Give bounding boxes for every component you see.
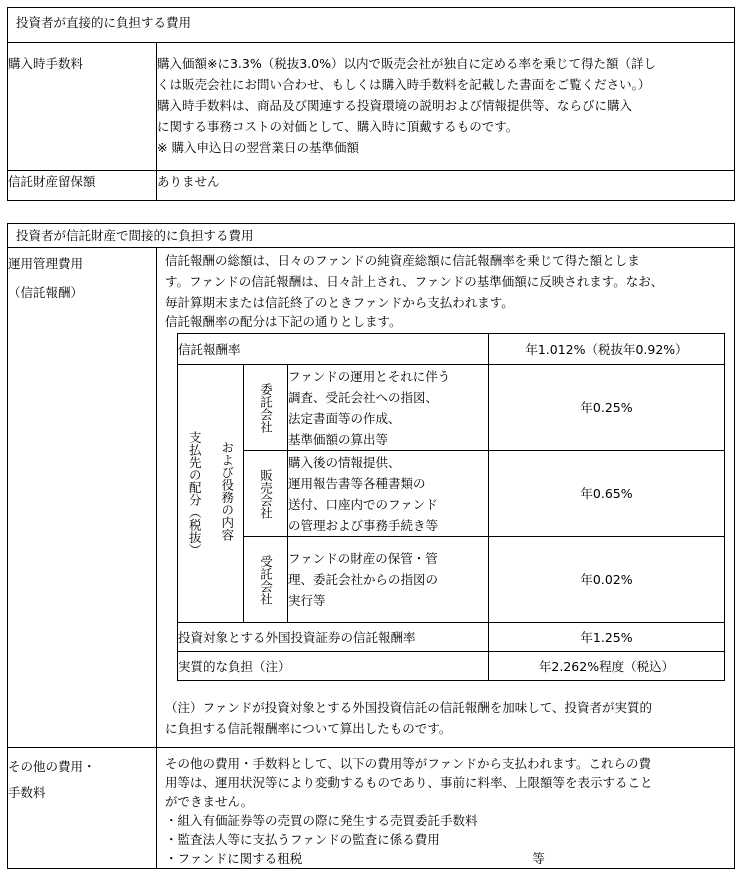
fee-allocation-table	[177, 333, 725, 681]
text-line: 法定書面等の作成、	[288, 410, 401, 426]
text-line	[165, 849, 726, 868]
service-description	[288, 451, 489, 537]
tax-item: ・ファンドに関する租税	[165, 851, 303, 866]
text-line: 調査、受託会社への指図、	[288, 389, 439, 405]
effective-burden-value: 年2.262%程度（税込）	[489, 652, 725, 681]
text-line: 実行等	[288, 593, 326, 608]
text-line: 購入後の情報提供、	[288, 454, 401, 470]
other-fees-label-line1: その他の費用・	[8, 759, 96, 774]
text-line: ※ 購入申込日の翌営業日の基準価額	[157, 140, 359, 155]
text-line: ・組入有価証券等の売買の際に発生する売買委託手数料	[165, 813, 478, 828]
allocation-rate: 年0.02%	[489, 537, 725, 623]
text-line: 理、委託会社からの指図の	[288, 572, 439, 587]
purchase-fee-description	[157, 43, 735, 171]
text-line: 信託報酬率の配分は下記の通りとします。	[165, 314, 402, 329]
trust-fee-rate-value: 年1.012%（税抜年0.92%）	[489, 334, 725, 365]
other-fees-label-line2: 手数料	[8, 785, 46, 800]
trust-fee-rate-label: 信託報酬率	[178, 334, 489, 365]
text-line: に負担する信託報酬率について算出したものです。	[165, 721, 452, 736]
indirect-cost-header: 投資者が信託財産で間接的に負担する費用	[8, 224, 735, 248]
text-line: （注）ファンドが投資対象とする外国投資信託の信託報酬を加味して、投資者が実質的	[165, 700, 653, 715]
direct-cost-table	[7, 7, 735, 201]
party-name: 委託会社	[258, 382, 274, 433]
text-line: ができません。	[165, 794, 254, 809]
effective-burden-label: 実質的な負担（注）	[178, 652, 489, 681]
foreign-fee-value: 年1.25%	[489, 623, 725, 652]
text-line: 運用報告書等各種書類の	[288, 475, 426, 491]
purchase-fee-label: 購入時手数料	[8, 43, 157, 171]
allocation-rate: 年0.65%	[489, 451, 725, 537]
indirect-cost-table	[7, 223, 735, 869]
management-fee-description	[157, 248, 735, 748]
text-line: ファンドの財産の保管・管	[288, 551, 438, 566]
text-line: 購入時手数料は、商品及び関連する投資環境の説明および情報提供等、ならびに購入	[157, 98, 633, 113]
management-fee-label	[8, 248, 157, 748]
text-line: 信託報酬の総額は、日々のファンドの純資産総額に信託報酬率を乗じて得た額としま	[165, 253, 640, 268]
text-line: 用等は、運用状況等により変動するものであり、事前に料率、上限額等を表示すること	[165, 775, 653, 790]
text-line: ・監査法人等に支払うファンドの監査に係る費用	[165, 832, 440, 847]
service-description	[288, 365, 489, 451]
allocation-rate: 年0.25%	[489, 365, 725, 451]
party-name: 受託会社	[258, 554, 274, 605]
retention-label: 信託財産留保額	[8, 171, 157, 201]
foreign-fee-label: 投資対象とする外国投資証券の信託報酬率	[178, 623, 489, 652]
other-fees-description	[157, 748, 735, 869]
direct-cost-header: 投資者が直接的に負担する費用	[8, 8, 735, 43]
party-cell	[244, 451, 288, 537]
text-line: 送付、口座内でのファンド	[288, 496, 438, 512]
party-cell	[244, 537, 288, 623]
text-line: 購入価額※に3.3%（税抜3.0%）以内で販売会社が独自に定める率を乗じて得た額（詳し	[157, 56, 656, 71]
party-cell	[244, 365, 288, 451]
allocation-label-col2: および役務の内容	[219, 441, 235, 541]
text-line: す。ファンドの信託報酬は、日々計上され、ファンドの基準価額に反映されます。なお、	[165, 274, 664, 289]
text-line: くは販売会社にお問い合わせ、もしくは購入時手数料を記載した書面をご覧ください。）	[157, 77, 651, 92]
text-line: ファンドの運用とそれに伴う	[288, 368, 451, 384]
text-line: の管理および事務手続き等	[288, 517, 439, 533]
text-line: に関する事務コストの対価として、購入時に頂戴するものです。	[157, 119, 519, 134]
management-fee-label-line1: 運用管理費用	[8, 256, 84, 271]
text-line: 基準価額の算出等	[288, 431, 389, 447]
etc-suffix: 等	[532, 851, 545, 866]
text-line: その他の費用・手数料として、以下の費用等がファンドから支払われます。これらの費	[165, 756, 652, 771]
text-line: 毎計算期末または信託終了のときファンドから支払われます。	[165, 295, 514, 310]
management-fee-label-line2: （信託報酬）	[8, 285, 84, 300]
other-fees-label	[8, 748, 157, 869]
allocation-label-col1: 支払先の配分（税抜）	[187, 431, 203, 556]
service-description	[288, 537, 489, 623]
allocation-group-label	[178, 365, 244, 623]
footnote	[165, 681, 734, 747]
party-name: 販売会社	[258, 468, 274, 519]
retention-value: ありません	[157, 171, 735, 201]
